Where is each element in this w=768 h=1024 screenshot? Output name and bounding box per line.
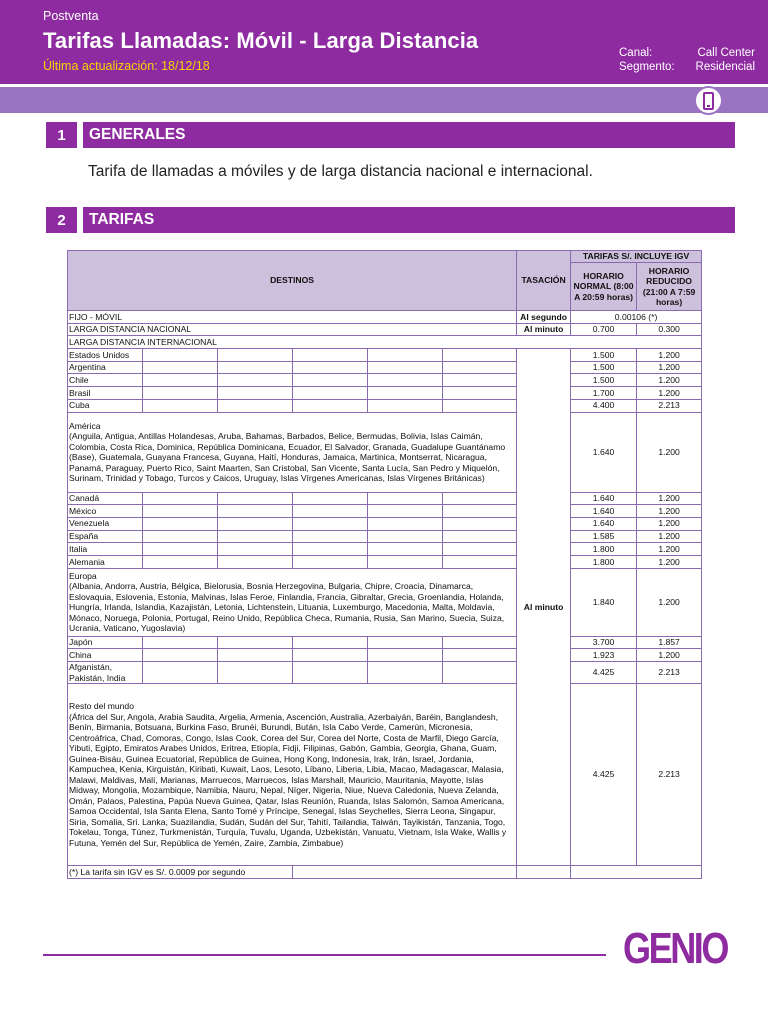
destination-cell: Afganistán, Pakistán, India — [68, 662, 143, 684]
destination-cell: Argentina — [68, 361, 143, 374]
header-horario-normal: HORARIO NORMAL (8:00 A 20:59 horas) — [571, 263, 637, 311]
section-1-number: 1 — [46, 122, 77, 148]
empty-cell — [368, 349, 443, 362]
empty-cell — [368, 543, 443, 556]
empty-cell — [143, 361, 218, 374]
empty-cell — [443, 530, 517, 543]
table-row — [68, 568, 702, 636]
empty-cell — [443, 374, 517, 387]
section-2-title: TARIFAS — [83, 207, 735, 233]
empty-cell — [218, 555, 293, 568]
empty-cell — [293, 399, 368, 412]
empty-cell — [368, 492, 443, 505]
table-row — [68, 649, 702, 662]
empty-cell — [443, 505, 517, 518]
empty-cell — [218, 374, 293, 387]
rate-normal: 1.640 — [571, 412, 637, 492]
rate-reducido: 1.200 — [637, 505, 702, 518]
footnote: (*) La tarifa sin IGV es S/. 0.0009 por segundo — [68, 866, 293, 879]
rate-normal: 1.923 — [571, 649, 637, 662]
header-tasacion: TASACIÓN — [517, 251, 571, 311]
table-row — [68, 517, 702, 530]
empty-cell — [143, 649, 218, 662]
empty-cell — [293, 555, 368, 568]
last-updated: Última actualización: 18/12/18 — [43, 59, 210, 73]
empty-cell — [293, 374, 368, 387]
rate-normal: 1.700 — [571, 387, 637, 400]
page-header — [0, 0, 768, 84]
empty-cell — [368, 374, 443, 387]
table-row — [68, 530, 702, 543]
generales-text: Tarifa de llamadas a móviles y de larga distancia nacional e internacional. — [88, 163, 593, 180]
empty-cell — [293, 361, 368, 374]
rate-normal: 1.800 — [571, 543, 637, 556]
destination-cell: México — [68, 505, 143, 518]
empty-cell — [143, 399, 218, 412]
header-tarifas-group: TARIFAS S/. INCLUYE IGV — [571, 251, 702, 263]
empty-cell — [218, 505, 293, 518]
rate-normal: 4.400 — [571, 399, 637, 412]
empty-cell — [368, 505, 443, 518]
empty-cell — [368, 555, 443, 568]
empty-cell — [218, 649, 293, 662]
header-horario-reducido: HORARIO REDUCIDO (21:00 A 7:59 horas) — [637, 263, 702, 311]
footnote-blank — [517, 866, 571, 879]
empty-cell — [443, 555, 517, 568]
empty-cell — [443, 543, 517, 556]
empty-cell — [293, 349, 368, 362]
channel-value: Call Center — [697, 47, 755, 59]
rate-normal: 3.700 — [571, 636, 637, 649]
empty-cell — [368, 517, 443, 530]
empty-cell — [218, 517, 293, 530]
empty-cell — [218, 349, 293, 362]
fijo-movil-rate: 0.00106 (*) — [571, 311, 702, 324]
internacional-label: LARGA DISTANCIA INTERNACIONAL — [68, 336, 702, 349]
destination-cell: Europa (Albania, Andorra, Austria, Bélgica, Bielorusia, Bosnia Herzegovina, Bulgaria, Chipre, Croacia, Dinamarca, Eslovaquia, Eslovenia, Estonia, Malvinas, Islas Feroe, Finlandia, Francia, Gibraltar, Grecia, Groenlandia, Holanda, Hungría, Irlanda, Islandia, Kazajistán, Letonia, Lichtenstein, Lituania, Luxemburgo, Macedonia, Malta, Moldavia, Mónaco, Noruega, Polonia, Portugal, Reino Unido, República Checa, Rumania, Rusia, San Marino, Suecia, Suiza, Ucrania, Vaticano, Yugoslavia) — [68, 568, 517, 636]
section-2-number: 2 — [46, 207, 77, 233]
fijo-movil-basis: Al segundo — [517, 311, 571, 324]
segment-label: Segmento: — [619, 61, 675, 73]
rate-normal: 1.500 — [571, 349, 637, 362]
empty-cell — [443, 361, 517, 374]
empty-cell — [443, 636, 517, 649]
fijo-movil-label: FIJO - MÓVIL — [68, 311, 517, 324]
rate-reducido: 2.213 — [637, 684, 702, 866]
empty-cell — [368, 387, 443, 400]
empty-cell — [218, 662, 293, 684]
page-title: Tarifas Llamadas: Móvil - Larga Distancia — [43, 28, 479, 53]
nacional-normal: 0.700 — [571, 323, 637, 336]
rate-reducido: 1.200 — [637, 374, 702, 387]
rate-normal: 1.585 — [571, 530, 637, 543]
rate-reducido: 1.200 — [637, 492, 702, 505]
nacional-label: LARGA DISTANCIA NACIONAL — [68, 323, 517, 336]
channel-label: Canal: — [619, 47, 653, 59]
empty-cell — [143, 636, 218, 649]
empty-cell — [368, 649, 443, 662]
empty-cell — [218, 492, 293, 505]
destination-cell: Japón — [68, 636, 143, 649]
empty-cell — [293, 517, 368, 530]
empty-cell — [143, 387, 218, 400]
rate-normal: 1.640 — [571, 517, 637, 530]
empty-cell — [143, 543, 218, 556]
empty-cell — [143, 530, 218, 543]
destination-cell: América (Anguila, Antigua, Antillas Holandesas, Aruba, Bahamas, Barbados, Belice, Bermudas, Bolivia, Islas Caimán, Colombia, Costa Rica, Dominica, República Dominicana, Ecuador, El Salvador, Granada, Guadalupe Guantánamo (Base), Guatemala, Guayana Francesa, Guyana, Haití, Honduras, Jamaica, Martinica, Montserrat, Nicaragua, Panamá, Paraguay, Puerto Rico, Saint Maarten, San Cristobal, San Vicente, Santa Lucía, San Pedro y Miquelón, Surinam, Trinidad y Tobago, Turcos y Caicos, Uruguay, Islas Vírgenes Americanas, Islas Vírgenes Británicas) — [68, 412, 517, 492]
rate-reducido: 1.200 — [637, 361, 702, 374]
rate-reducido: 2.213 — [637, 399, 702, 412]
empty-cell — [293, 505, 368, 518]
rate-reducido: 1.200 — [637, 387, 702, 400]
destination-cell: Venezuela — [68, 517, 143, 530]
empty-cell — [143, 555, 218, 568]
destination-cell: Italia — [68, 543, 143, 556]
destination-cell: Brasil — [68, 387, 143, 400]
rate-normal: 1.840 — [571, 568, 637, 636]
rate-normal: 1.500 — [571, 361, 637, 374]
destination-cell: Estados Unidos — [68, 349, 143, 362]
empty-cell — [293, 387, 368, 400]
destination-cell: China — [68, 649, 143, 662]
empty-cell — [443, 662, 517, 684]
footnote-blank — [571, 866, 702, 879]
table-row — [68, 387, 702, 400]
genio-logo: GENIO — [623, 924, 727, 973]
rate-normal: 4.425 — [571, 662, 637, 684]
empty-cell — [368, 399, 443, 412]
empty-cell — [143, 374, 218, 387]
table-row — [68, 505, 702, 518]
nacional-reducido: 0.300 — [637, 323, 702, 336]
header-destinos: DESTINOS — [68, 251, 517, 311]
empty-cell — [143, 492, 218, 505]
empty-cell — [218, 636, 293, 649]
rate-reducido: 1.200 — [637, 543, 702, 556]
section-1-title: GENERALES — [83, 122, 735, 148]
rate-reducido: 1.200 — [637, 412, 702, 492]
rate-reducido: 1.200 — [637, 349, 702, 362]
rate-normal: 1.640 — [571, 505, 637, 518]
empty-cell — [443, 399, 517, 412]
destination-cell: Cuba — [68, 399, 143, 412]
empty-cell — [218, 387, 293, 400]
empty-cell — [293, 636, 368, 649]
rate-normal: 1.640 — [571, 492, 637, 505]
empty-cell — [143, 517, 218, 530]
rate-reducido: 1.200 — [637, 649, 702, 662]
empty-cell — [218, 399, 293, 412]
table-row — [68, 349, 702, 362]
empty-cell — [143, 349, 218, 362]
table-row — [68, 374, 702, 387]
empty-cell — [443, 649, 517, 662]
section-label: Postventa — [43, 9, 99, 23]
table-row — [68, 636, 702, 649]
destination-cell: España — [68, 530, 143, 543]
rate-reducido: 1.857 — [637, 636, 702, 649]
table-row — [68, 684, 702, 866]
rate-reducido: 1.200 — [637, 517, 702, 530]
empty-cell — [443, 349, 517, 362]
rates-table — [67, 250, 702, 879]
empty-cell — [293, 530, 368, 543]
table-row — [68, 399, 702, 412]
empty-cell — [293, 662, 368, 684]
footer-divider — [43, 954, 606, 956]
rate-reducido: 2.213 — [637, 662, 702, 684]
rate-normal: 1.500 — [571, 374, 637, 387]
rate-reducido: 1.200 — [637, 555, 702, 568]
empty-cell — [143, 662, 218, 684]
empty-cell — [443, 517, 517, 530]
destination-cell: Canadá — [68, 492, 143, 505]
destination-cell: Alemania — [68, 555, 143, 568]
table-row — [68, 361, 702, 374]
rate-normal: 4.425 — [571, 684, 637, 866]
empty-cell — [293, 492, 368, 505]
empty-cell — [218, 530, 293, 543]
empty-cell — [368, 361, 443, 374]
empty-cell — [443, 387, 517, 400]
rate-normal: 1.800 — [571, 555, 637, 568]
empty-cell — [368, 530, 443, 543]
mobile-phone-icon — [694, 86, 723, 115]
footnote-blank — [293, 866, 517, 879]
empty-cell — [443, 492, 517, 505]
table-row — [68, 662, 702, 684]
empty-cell — [368, 662, 443, 684]
nacional-basis: Al minuto — [517, 323, 571, 336]
destination-cell: Resto del mundo (África del Sur, Angola, Arabia Saudita, Argelia, Armenia, Ascención, Australia, Azerbaiyán, Baréin, Banglandesh, Benín, Birmania, Botsuana, Burkina Faso, Brunéi, Burundi, Bután, Isla Cabo Verde, Camerún, Micronesia, Centroáfrica, Chad, Comoras, Congo, Islas Cook, Corea del Sur, Corea del Norte, Costa de Marfil, Diego García, Yibuti, Egipto, Emiratos Arabes Unidos, Eritrea, Etiopía, Fidji, Filipinas, Gabón, Gambia, Georgia, Ghana, Guam, Guinea-Bisáu, Guinea Ecuatorial, República de Guinea, Hong Kong, Indonesia, Irak, Irán, Israel, Jordania, Kampuchea, Kenia, Kirguistán, Kiribati, Kuwait, Laos, Lesoto, Líbano, Liberia, Libia, Macao, Madagascar, Malasia, Malawi, Maldivas, Malí, Marianas, Marruecos, Marruecos, Islas Marshall, Mauricio, Mauritania, Mayotte, Islas Midway, Mongolia, Mozambique, Namibia, Nauru, Nepal, Níger, Nigeria, Niue, Nueva Caledonia, Nueva Zelanda, Omán, Palaos, Palestina, Papúa Nueva Guinea, Qatar, Islas Reunión, Ruanda, Islas Salomón, Samoa Americana, Samoa Occidental, Isla Santa Elena, Santo Tomé y Príncipe, Senegal, Islas Seychelles, Sierra Leona, Singapur, Siria, Somalia, Sri. Lanka, Suazilandia, Sudán, Sudán del Sur, Tahití, Tailandia, Taiwán, Tayikistán, Tanzania, Togo, Tokelau, Tonga, Túnez, Turkmenistán, Turquía, Tuvalu, Uganda, Uzbekistán, Vanuatu, Vietnam, Isla Wake, Wallis y Futuna, Yemén del Sur, República de Yemén, Zaire, Zambia, Zimbabue) — [68, 684, 517, 866]
table-row — [68, 555, 702, 568]
empty-cell — [143, 505, 218, 518]
rate-reducido: 1.200 — [637, 568, 702, 636]
empty-cell — [293, 543, 368, 556]
table-row — [68, 492, 702, 505]
internacional-basis: Al minuto — [517, 349, 571, 866]
empty-cell — [293, 649, 368, 662]
empty-cell — [218, 543, 293, 556]
table-row — [68, 543, 702, 556]
header-band — [0, 87, 768, 113]
empty-cell — [368, 636, 443, 649]
rate-reducido: 1.200 — [637, 530, 702, 543]
table-row — [68, 412, 702, 492]
destination-cell: Chile — [68, 374, 143, 387]
segment-value: Residencial — [695, 61, 755, 73]
empty-cell — [218, 361, 293, 374]
